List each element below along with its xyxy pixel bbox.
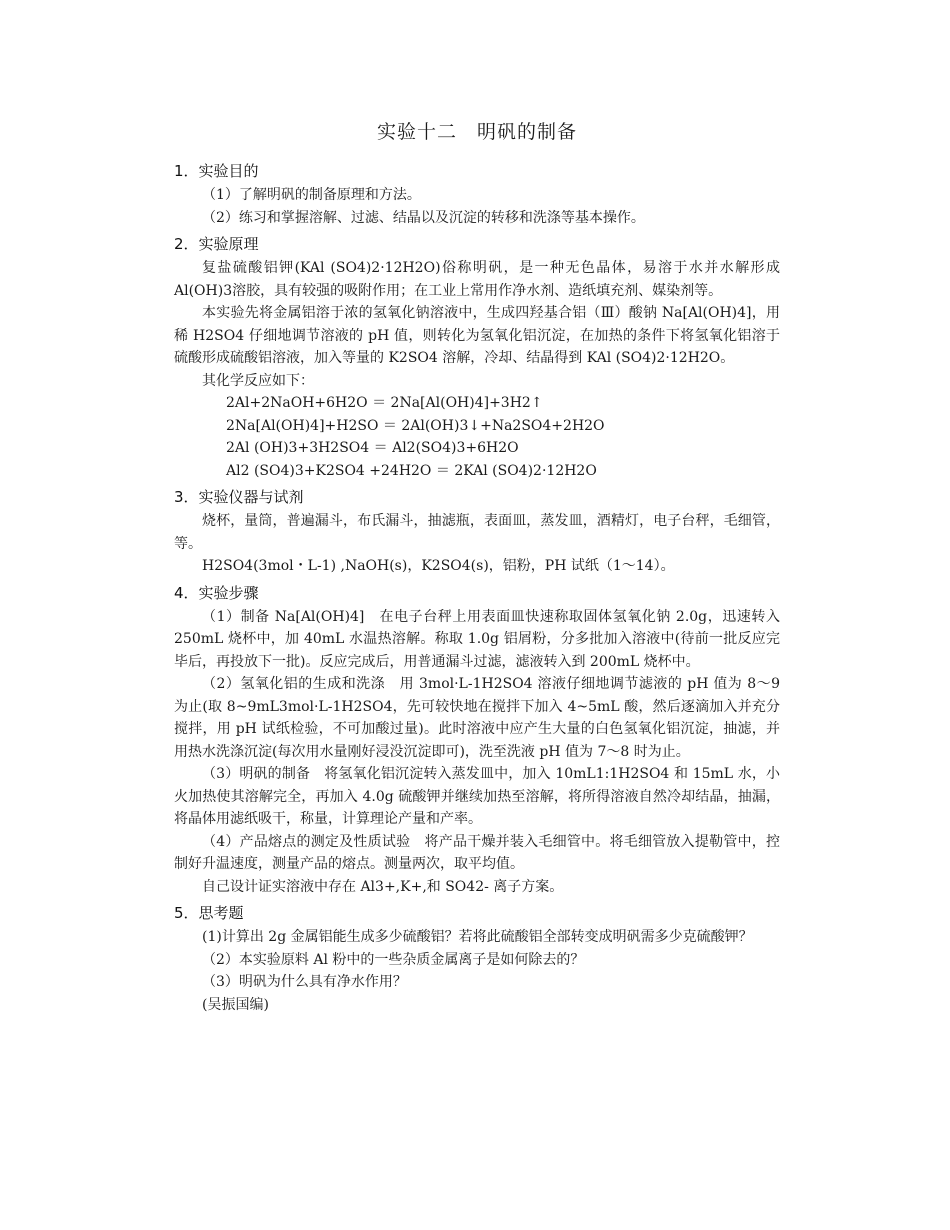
document-title: 实验十二 明矾的制备 (376, 121, 577, 143)
question-item: (1)计算出 2g 金属铝能生成多少硫酸铝？若将此硫酸铝全部转变成明矾需多少克硫酸钾？ (202, 929, 753, 945)
reaction-equation: Al2 (SO4)3+K2SO4 +24H2O ＝ 2KAl (SO4)2·12H2O (226, 462, 597, 479)
reagent-list: H2SO4(3mol・L-1) ,NaOH(s)，K2SO4(s)，铝粉，PH 试纸（1～14）。 (202, 558, 675, 574)
procedure-step: （2）氢氧化铝的生成和洗涤 用 3mol·L-1H2SO4 溶液仔细地调节滤液的 pH 值为 8～9 为止(取 8~9mL3mol·L-1H2SO4，先可较快地在搅拌下加入 4~5mL 酸，然后逐滴加入并充分搅拌，用 pH 试纸检验，不可加酸过量)。此时溶液中应产生大量的白色氢氧化铝沉淀，抽滤，并用热水洗涤沉淀(每次用水量刚好浸没沉淀即可)，洗至洗液 pH 值为 7～8 时为止。 (174, 676, 780, 760)
reaction-intro: 其化学反应如下： (202, 372, 314, 389)
procedure-step: （3）明矾的制备 将氢氧化铝沉淀转入蒸发皿中，加入 10mL1:1H2SO4 和 15mL 水，小火加热使其溶解完全，再加入 4.0g 硫酸钾并继续加热至溶解，将所得溶液自然冷却结晶，抽漏，将晶体用滤纸吸干，称量，计算理论产量和产率。 (174, 766, 780, 827)
section-heading-procedure: 4．实验步骤 (174, 583, 259, 602)
author-credit: (吴振国编) (202, 996, 269, 1013)
principle-paragraph: 复盐硫酸铝钾(KAl (SO4)2·12H2O)俗称明矾，是一种无色晶体，易溶于水并水解形成Al(OH)3溶胶，具有较强的吸附作用；在工业上常用作净水剂、造纸填充剂、媒染剂等。 (174, 260, 780, 299)
section-heading-objective: 1．实验目的 (174, 162, 259, 180)
principle-paragraph: 本实验先将金属铝溶于浓的氢氧化钠溶液中，生成四羟基合铝（Ⅲ）酸钠 Na[Al(OH)4]，用稀 H2SO4 仔细地调节溶液的 pH 值，则转化为氢氧化铝沉淀，在加热的条件下将氢氧化铝溶于硫酸形成硫酸铝溶液，加入等量的 K2SO4 溶解，冷却、结晶得到 KAl (SO4)2·12H2O。 (174, 305, 780, 366)
procedure-step: （1）制备 Na[Al(OH)4] 在电子台秤上用表面皿快速称取固体氢氧化钠 2.0g，迅速转入 250mL 烧杯中，加 40mL 水温热溶解。称取 1.0g 铝屑粉，分多批加入溶液中(待前一批反应完毕后，再投放下一批)。反应完成后，用普通漏斗过滤，滤液转入到 200mL 烧杯中。 (174, 608, 780, 670)
procedure-step: （4）产品熔点的测定及性质试验 将产品干燥并装入毛细管中。将毛细管放入提勒管中，控制好升温速度，测量产品的熔点。测量两次，取平均值。 (174, 833, 780, 872)
objective-item: （2）练习和掌握溶解、过滤、结晶以及沉淀的转移和洗涤等基本操作。 (202, 209, 645, 226)
question-item: （3）明矾为什么具有净水作用？ (202, 974, 407, 990)
reaction-equation: 2Na[Al(OH)4]+H2SO ＝ 2Al(OH)3↓+Na2SO4+2H2O (226, 417, 605, 434)
reaction-equation: 2Al (OH)3+3H2SO4 ＝ Al2(SO4)3+6H2O (226, 440, 519, 456)
document-page (174, 112, 780, 1016)
section-heading-equipment: 3．实验仪器与试剂 (174, 488, 304, 506)
equipment-list: 烧杯，量筒，普遍漏斗，布氏漏斗，抽滤瓶，表面皿，蒸发皿，酒精灯，电子台秤，毛细管，等。 (174, 513, 780, 552)
question-item: （2）本实验原料 Al 粉中的一些杂质金属离子是如何除去的？ (202, 951, 585, 968)
procedure-note: 自己设计证实溶液中存在 Al3+,K+,和 SO42- 离子方案。 (202, 878, 564, 895)
section-heading-questions: 5．思考题 (174, 904, 244, 922)
section-heading-principle: 2．实验原理 (174, 235, 259, 253)
objective-item: （1）了解明矾的制备原理和方法。 (202, 187, 421, 203)
reaction-equation: 2Al+2NaOH+6H2O ＝ 2Na[Al(OH)4]+3H2↑ (226, 395, 543, 411)
